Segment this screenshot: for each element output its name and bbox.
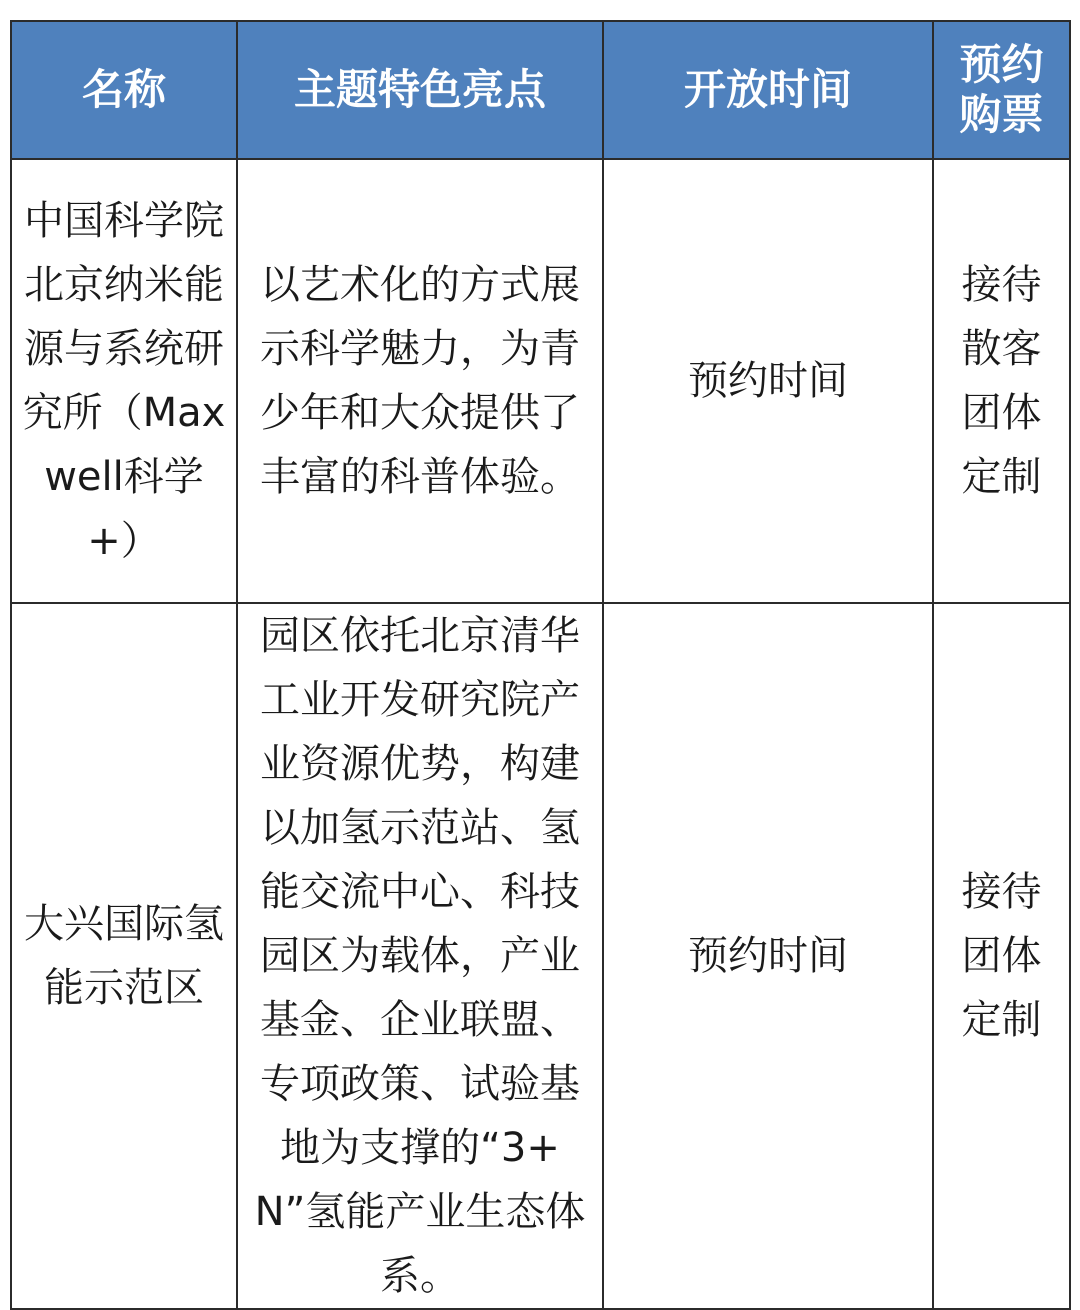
cell-feature: 园区依托北京清华工业开发研究院产业资源优势，构建以加氢示范站、氢能交流中心、科技园区为载体，产业基金、企业联盟、专项政策、试验基地为支撑的“3+N”氢能产业生态体系。 <box>237 603 603 1309</box>
header-hours: 开放时间 <box>603 21 933 159</box>
cell-hours: 预约时间 <box>603 603 933 1309</box>
table-row <box>11 603 1070 1309</box>
table-header-row <box>11 21 1070 159</box>
cell-booking: 接待散客团体定制 <box>933 159 1070 603</box>
cell-name: 中国科学院北京纳米能源与系统研究所（Maxwell科学+） <box>11 159 237 603</box>
cell-hours: 预约时间 <box>603 159 933 603</box>
attractions-table <box>10 20 1071 1310</box>
cell-name: 大兴国际氢能示范区 <box>11 603 237 1309</box>
table-row <box>11 159 1070 603</box>
cell-booking: 接待团体定制 <box>933 603 1070 1309</box>
header-feature: 主题特色亮点 <box>237 21 603 159</box>
header-booking: 预约购票 <box>933 21 1070 159</box>
cell-feature: 以艺术化的方式展示科学魅力，为青少年和大众提供了丰富的科普体验。 <box>237 159 603 603</box>
header-name: 名称 <box>11 21 237 159</box>
